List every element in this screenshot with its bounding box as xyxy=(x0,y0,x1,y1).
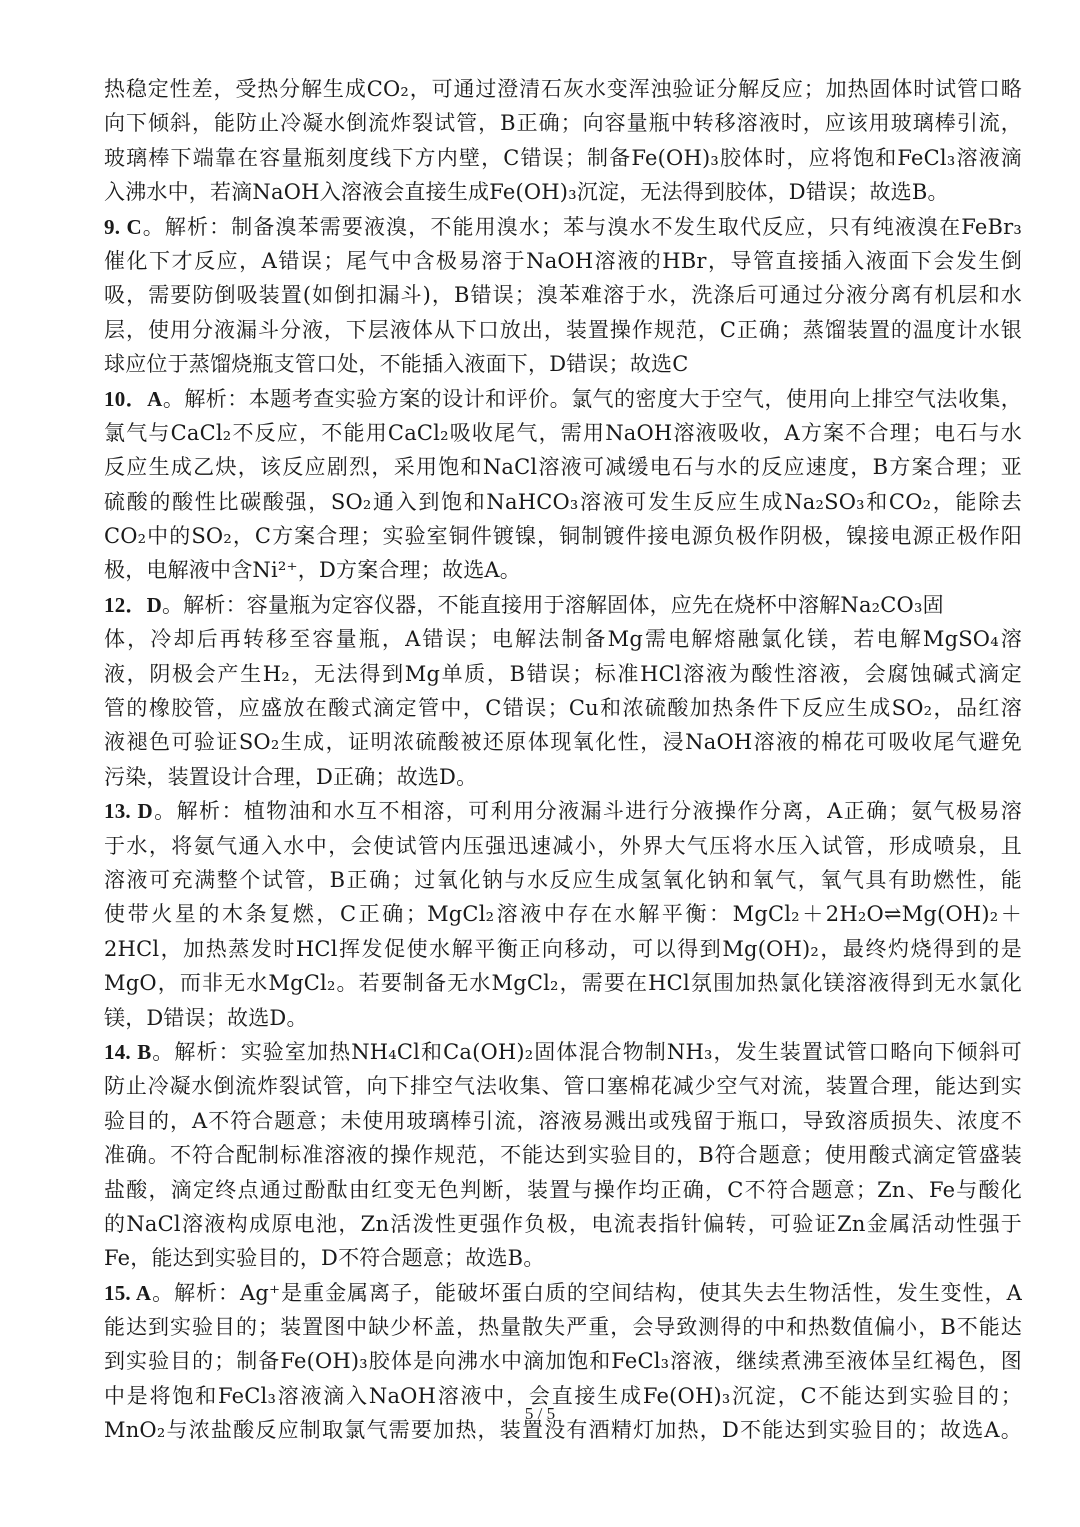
text-line: 到实验目的；制备Fe(OH)₃胶体是向沸水中滴加饱和FeCl₃溶液，继续煮沸至液体呈红褐色，图 xyxy=(104,1349,1022,1374)
text-line: MnO₂与浓盐酸反应制取氯气需要加热，装置没有酒精灯加热，D不能达到实验目的；故选A。 xyxy=(104,1418,1022,1443)
text-line: 体，冷却后再转移至容量瓶，A错误；电解法制备Mg需电解熔融氯化镁，若电解MgSO₄溶 xyxy=(104,627,1022,652)
text-line xyxy=(104,588,1022,622)
text-line: 入沸水中，若滴NaOH入溶液会直接生成Fe(OH)₃沉淀，无法得到胶体，D错误；故选B。 xyxy=(104,180,949,205)
question-number: 9. C xyxy=(104,214,142,239)
text-line: 使带火星的木条复燃，C正确；MgCl₂溶液中存在水解平衡：MgCl₂＋2H₂O⇌Mg(OH)₂＋ xyxy=(104,902,1022,927)
text-line: 防止冷凝水倒流炸裂试管，向下排空气法收集、管口塞棉花减少空气对流，装置合理，能达到实 xyxy=(104,1074,1022,1099)
text-line: 氯气与CaCl₂不反应，不能用CaCl₂吸收尾气，需用NaOH溶液吸收，A方案不合理；电石与水 xyxy=(104,420,1022,445)
text-line: 热稳定性差，受热分解生成CO₂，可通过澄清石灰水变浑浊验证分解反应；加热固体时试管口略 xyxy=(104,77,1022,101)
question-10-explanation xyxy=(104,382,1022,588)
text-line xyxy=(104,382,1022,416)
text-line: 层，使用分液漏斗分液，下层液体从下口放出，装置操作规范，C正确；蒸馏装置的温度计水银 xyxy=(104,317,1022,342)
text-line: 极，电解液中含Ni²⁺，D方案合理；故选A。 xyxy=(104,558,521,583)
paragraph-continuation xyxy=(104,72,1022,210)
text-segment: 。解析：本题考查实验方案的设计和评价。氯气的密度大于空气，使用向上排空气法收集， xyxy=(162,386,1023,411)
text-line: 液褪色可验证SO₂生成，证明浓硫酸被还原体现氧化性，浸NaOH溶液的棉花可吸收尾气避免 xyxy=(104,730,1022,755)
text-segment: 。解析：实验室加热NH₄Cl和Ca(OH)₂固体混合物制NH₃，发生装置试管口略向下倾斜可 xyxy=(151,1039,1022,1064)
text-line: 于水，将氨气通入水中，会使试管内压强迅速减小，外界大气压将水压入试管，形成喷泉，且 xyxy=(104,833,1022,858)
text-line: 管的橡胶管，应盛放在酸式滴定管中，C错误；Cu和浓硫酸加热条件下反应生成SO₂，品红溶 xyxy=(104,696,1022,721)
text-line xyxy=(104,794,1022,828)
page-number: 5 / 5 xyxy=(524,1404,556,1423)
text-segment: 。解析：制备溴苯需要液溴，不能用溴水；苯与溴水不发生取代反应，只有纯液溴在FeBr₃ xyxy=(141,214,1022,239)
text-line: 球应位于蒸馏烧瓶支管口处，不能插入液面下，D错误；故选C xyxy=(104,352,689,377)
question-9-explanation xyxy=(104,210,1022,382)
text-line xyxy=(104,1035,1022,1069)
text-line: 2HCl，加热蒸发时HCl挥发促使水解平衡正向移动，可以得到Mg(OH)₂，最终灼烧得到的是 xyxy=(104,936,1022,961)
text-segment: 。解析：容量瓶为定容仪器，不能直接用于溶解固体，应先在烧杯中溶解Na₂CO₃固 xyxy=(161,592,944,617)
question-number: 10．A xyxy=(104,386,163,411)
text-line: 中是将饱和FeCl₃溶液滴入NaOH溶液中，会直接生成Fe(OH)₃沉淀，C不能达到实验目的； xyxy=(104,1383,1022,1408)
text-segment: 。解析：Ag⁺是重金属离子，能破坏蛋白质的空间结构，使其失去生物活性，发生变性，A xyxy=(151,1280,1022,1305)
text-line: MgO，而非无水MgCl₂。若要制备无水MgCl₂，需要在HCl氛围加热氯化镁溶液得到无水氯化 xyxy=(104,971,1022,996)
text-line xyxy=(104,210,1022,244)
text-line: 催化下才反应，A错误；尾气中含极易溶于NaOH溶液的HBr，导管直接插入液面下会发生倒 xyxy=(104,248,1022,273)
question-14-explanation xyxy=(104,1035,1022,1276)
text-line xyxy=(104,1276,1022,1310)
text-line: 溶液可充满整个试管，B正确；过氧化钠与水反应生成氢氧化钠和氧气，氧气具有助燃性，能 xyxy=(104,867,1022,892)
text-line: CO₂中的SO₂，C方案合理；实验室铜件镀镍，铜制镀件接电源负极作阴极，镍接电源正极作阳 xyxy=(104,524,1022,549)
question-13-explanation xyxy=(104,794,1022,1035)
question-number: 14. B xyxy=(104,1039,152,1064)
question-number: 13. D xyxy=(104,799,153,824)
text-segment: 。解析：植物油和水互不相溶，可利用分液漏斗进行分液操作分离，A正确；氨气极易溶 xyxy=(152,799,1022,824)
text-line: 镁，D错误；故选D。 xyxy=(104,1005,308,1030)
question-12-explanation xyxy=(104,588,1022,794)
text-line: 污染，装置设计合理，D正确；故选D。 xyxy=(104,764,478,789)
question-number: 15. A xyxy=(104,1280,152,1305)
question-number: 12．D xyxy=(104,592,162,617)
text-line: 能达到实验目的；装置图中缺少杯盖，热量散失严重，会导致测得的中和热数值偏小，B不能达 xyxy=(104,1315,1022,1340)
text-line: 硫酸的酸性比碳酸强，SO₂通入到饱和NaHCO₃溶液可发生反应生成Na₂SO₃和CO₂，能除去 xyxy=(104,489,1022,514)
text-line: 准确。不符合配制标准溶液的操作规范，不能达到实验目的，B符合题意；使用酸式滴定管盛装 xyxy=(104,1143,1022,1168)
text-line: 玻璃棒下端靠在容量瓶刻度线下方内壁，C错误；制备Fe(OH)₃胶体时，应将饱和FeCl₃溶液滴 xyxy=(104,145,1022,170)
text-line: 验目的，A不符合题意；未使用玻璃棒引流，溶液易溅出或残留于瓶口，导致溶质损失、浓度不 xyxy=(104,1108,1022,1133)
text-line: 吸，需要防倒吸装置(如倒扣漏斗)，B错误；溴苯难溶于水，洗涤后可通过分液分离有机层和水 xyxy=(104,283,1022,308)
text-line: 液，阴极会产生H₂，无法得到Mg单质，B错误；标准HCl溶液为酸性溶液，会腐蚀碱式滴定 xyxy=(104,661,1022,686)
text-line: 反应生成乙炔，该反应剧烈，采用饱和NaCl溶液可减缓电石与水的反应速度，B方案合理；亚 xyxy=(104,455,1022,480)
answer-explanations xyxy=(104,72,1022,1448)
text-line: 的NaCl溶液构成原电池，Zn活泼性更强作负极，电流表指针偏转，可验证Zn金属活动性强于 xyxy=(104,1211,1022,1236)
text-line: Fe，能达到实验目的，D不符合题意；故选B。 xyxy=(104,1246,545,1271)
text-line: 向下倾斜，能防止冷凝水倒流炸裂试管，B正确；向容量瓶中转移溶液时，应该用玻璃棒引流， xyxy=(104,111,1022,136)
text-line: 盐酸，滴定终点通过酚酞由红变无色判断，装置与操作均正确，C不符合题意；Zn、Fe与酸化 xyxy=(104,1177,1022,1202)
